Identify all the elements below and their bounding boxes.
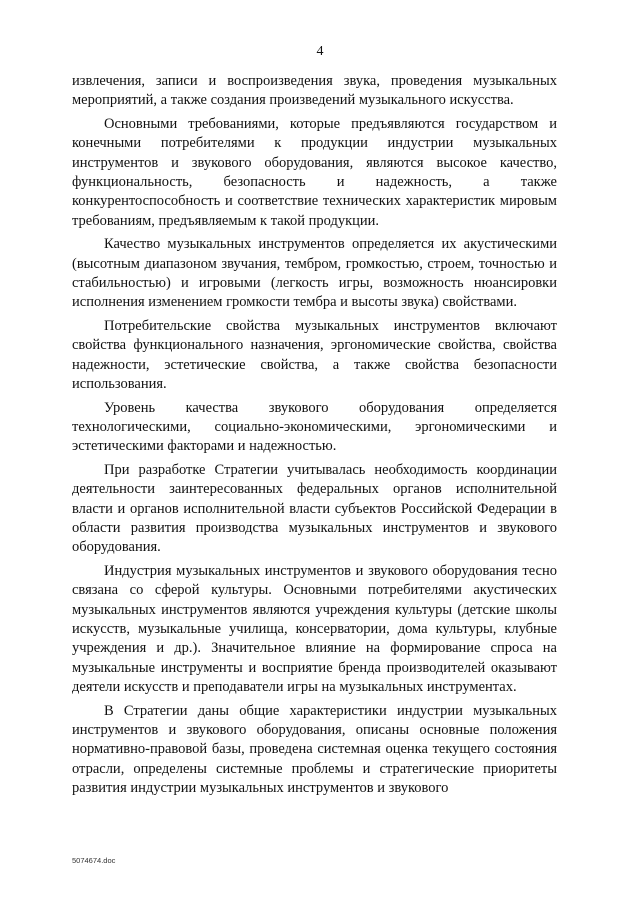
paragraph: Потребительские свойства музыкальных инструментов включают свойства функционального назначения, эргономические свойства, свойства надежности, эстетические свойства, а также свойства безопасности использования. — [72, 317, 557, 393]
footer-file-code: 5074674.doc — [72, 856, 116, 865]
paragraph: Качество музыкальных инструментов определяется их акустическими (высотным диапазоном звучания, тембром, громкостью, строем, точностью и стабильностью) и игровыми (легкость игры, возможность нюансировки исполнения изменением громкости тембра и высоты звука) свойствами. — [72, 236, 557, 311]
paragraph: В Стратегии даны общие характеристики индустрии музыкальных инструментов и звукового оборудования, описаны основные положения нормативно-правовой базы, проведена системная оценка текущего состояния отрасли, определены системные проблемы и стратегические приоритеты развития индустрии музыкальных инструментов и звукового — [72, 702, 557, 797]
page-number: 4 — [316, 44, 324, 59]
paragraph: извлечения, записи и воспроизведения звука, проведения музыкальных мероприятий, а также создания произведений музыкального искусства. — [72, 73, 557, 109]
paragraph: При разработке Стратегии учитывалась необходимость координации деятельности заинтересованных федеральных органов исполнительной власти и органов исполнительной власти субъектов Российской Федерации в области развития производства музыкальных инструментов и звукового оборудования. — [72, 461, 557, 556]
paragraph: Основными требованиями, которые предъявляются государством и конечными потребителями к продукции индустрии музыкальных инструментов и звукового оборудования, являются высокое качество, функциональность, безопасность и надежность, а также конкурентоспособность и соответствие технических характеристик мировым требованиям, предъявляемым к такой продукции. — [72, 115, 557, 229]
document-body — [72, 72, 557, 803]
paragraph: Уровень качества звукового оборудования определяется технологическими, социально-экономическими, эргономическими и эстетическими факторами и надежностью. — [72, 399, 557, 455]
paragraph: Индустрия музыкальных инструментов и звукового оборудования тесно связана со сферой культуры. Основными потребителями акустических музыкальных инструментов являются учреждения культуры (детские школы искусств, музыкальные училища, консерватории, дома культуры, клубные учреждения и др.). Значительное влияние на формирование спроса на музыкальные инструменты и восприятие бренда производителей оказывают деятели искусств и преподаватели игры на музыкальных инструментах. — [72, 562, 557, 696]
